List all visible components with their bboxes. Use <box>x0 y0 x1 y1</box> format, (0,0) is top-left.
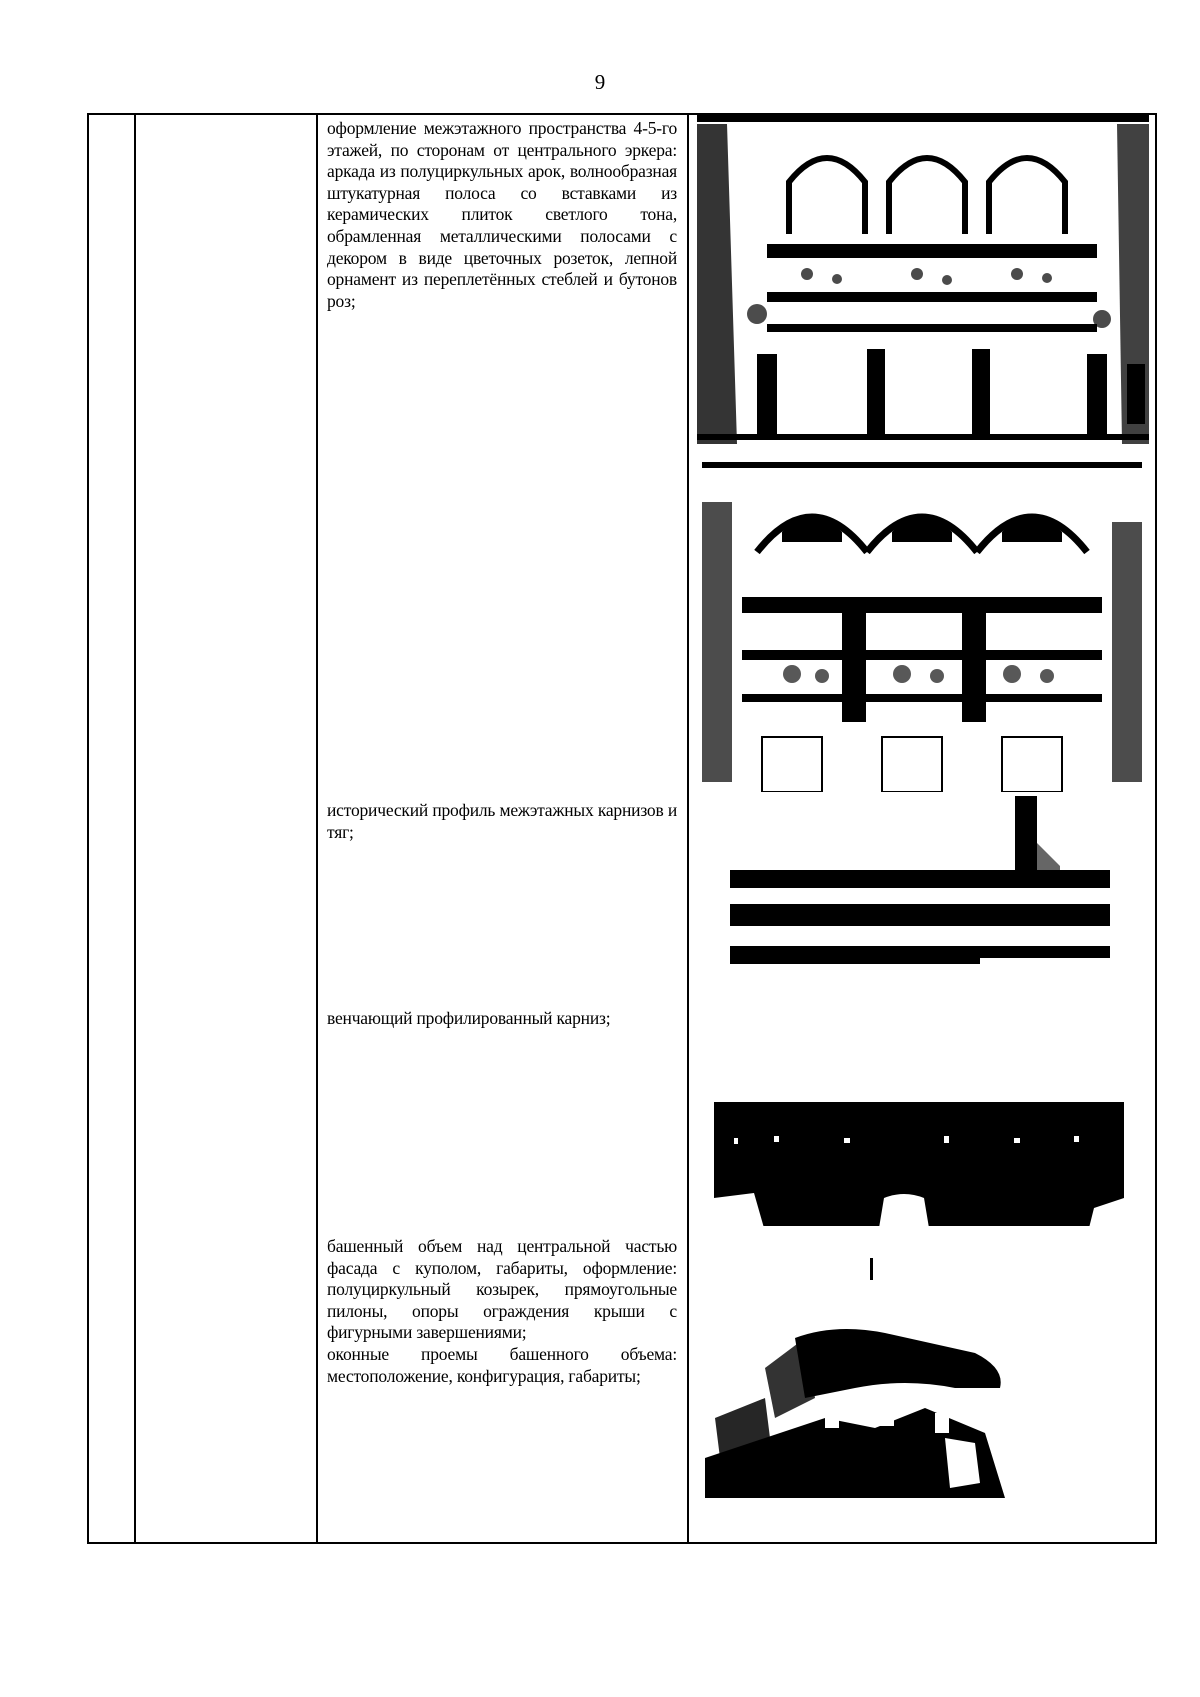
arcade-description: оформление межэтажного пространства 4-5-го этажей, по сторонам от центрального эркера: аркада из полуциркульных арок, волнообразная штукатурная полоса со вставками из керамических плиток светлого тона, обрамленная металлическими полосами с декором в виде цветочных розеток, лепной орнамент из переплетённых стеблей и бутонов роз; <box>327 118 677 311</box>
crowning-cornice-description: венчающий профилированный карниз; <box>327 1008 611 1028</box>
cornice-profile-photo <box>730 796 1120 976</box>
row-text-tower <box>327 1236 677 1387</box>
facade-arcade-closeup-photo <box>702 462 1142 792</box>
tower-dome-photo <box>705 1258 1065 1498</box>
row-text-arcade <box>327 118 677 312</box>
column-divider-2 <box>316 113 318 1544</box>
row-text-crowning-cornice <box>327 1008 677 1030</box>
page-number: 9 <box>594 70 606 94</box>
column-divider-1 <box>134 113 136 1544</box>
column-divider-3 <box>687 113 689 1544</box>
cornice-profile-description: исторический профиль межэтажных карнизов и тяг; <box>327 800 677 842</box>
facade-arcade-photo <box>697 114 1149 451</box>
crowning-cornice-photo <box>714 1098 1124 1228</box>
tower-description: башенный объем над центральной частью фасада с куполом, габариты, оформление: полуциркульный козырек, прямоугольные пилоны, опоры ограждения крыши с фигурными завершениями; <box>327 1236 677 1343</box>
tower-windows-description: оконные проемы башенного объема: местоположение, конфигурация, габариты; <box>327 1343 677 1386</box>
row-text-cornice-profile <box>327 800 677 843</box>
